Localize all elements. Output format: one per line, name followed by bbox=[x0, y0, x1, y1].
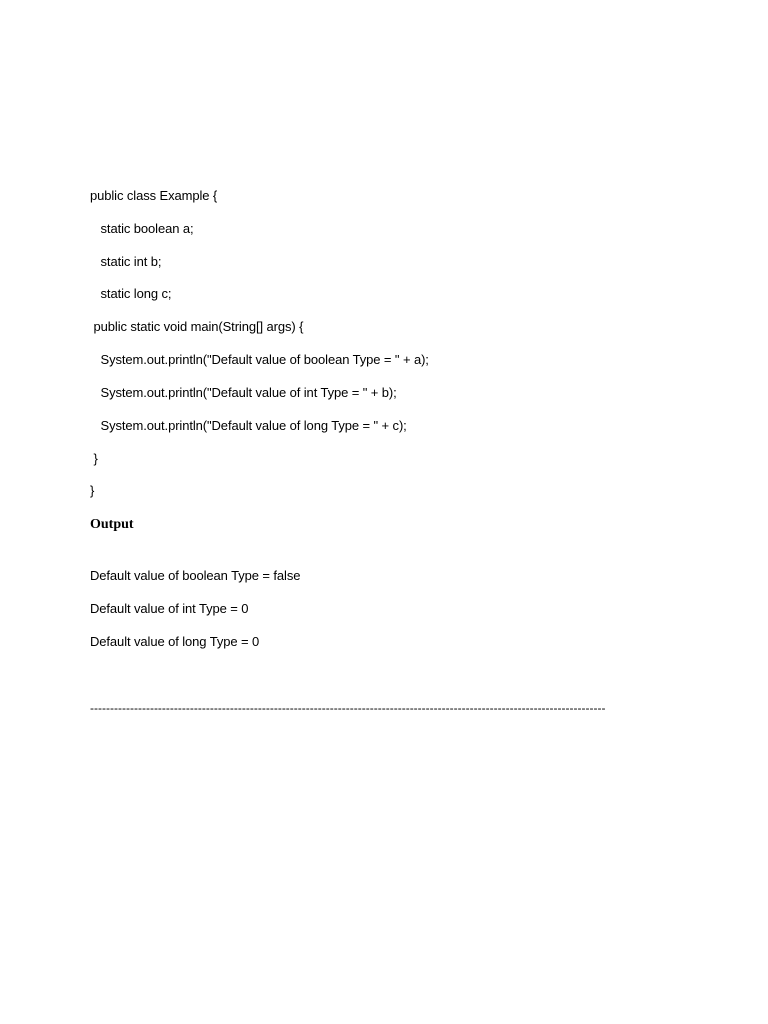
code-line: public static void main(String[] args) { bbox=[90, 319, 304, 334]
code-line: static long c; bbox=[90, 286, 172, 301]
output-heading: Output bbox=[90, 517, 134, 532]
dashed-divider: --------------------------------------------------------------------------------------------------------------------------------- bbox=[90, 701, 606, 715]
output-line: Default value of long Type = 0 bbox=[90, 634, 260, 649]
code-line: System.out.println("Default value of int Type = " + b); bbox=[90, 385, 397, 400]
code-line: public class Example { bbox=[90, 188, 218, 203]
code-line: System.out.println("Default value of boolean Type = " + a); bbox=[90, 352, 429, 367]
output-line: Default value of int Type = 0 bbox=[90, 601, 249, 616]
code-line: static boolean a; bbox=[90, 221, 194, 236]
code-line: } bbox=[90, 451, 98, 466]
code-line: System.out.println("Default value of long Type = " + c); bbox=[90, 418, 407, 433]
code-line: } bbox=[90, 483, 95, 498]
code-line: static int b; bbox=[90, 254, 162, 269]
output-line: Default value of boolean Type = false bbox=[90, 568, 301, 583]
